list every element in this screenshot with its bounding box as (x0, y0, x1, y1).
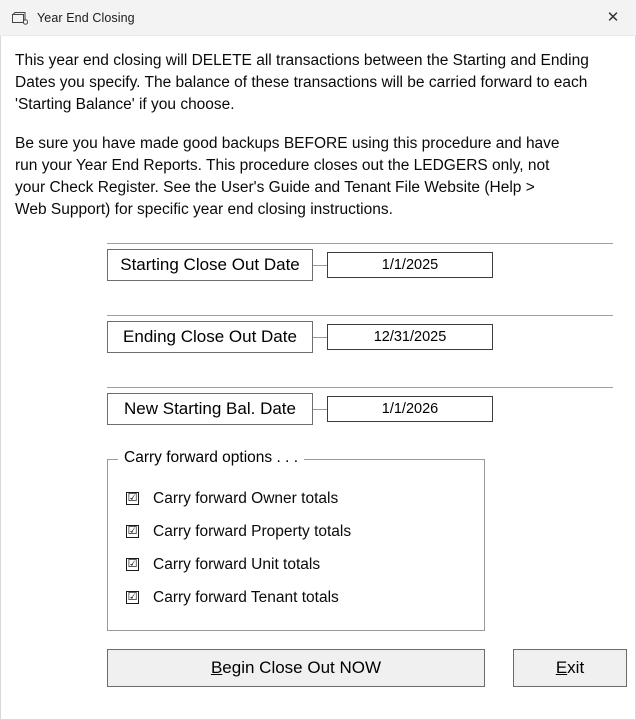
intro-line-2: Dates you specify. The balance of these transactions will be carried forward to each (15, 74, 588, 91)
label-field-connector (313, 409, 327, 410)
checkbox-owner-totals[interactable]: ☑ (127, 492, 138, 504)
new-starting-balance-date-input[interactable] (327, 396, 493, 422)
window-app-icon (11, 9, 29, 27)
carry-forward-options-group (107, 449, 485, 631)
starting-close-out-date-row (107, 243, 635, 287)
new-starting-balance-date-row (107, 387, 635, 431)
date-row-divider (107, 315, 613, 316)
ending-close-out-date-input[interactable] (327, 324, 493, 350)
begin-button-accel: B (210, 658, 223, 677)
intro-line-3: 'Starting Balance' if you choose. (15, 96, 235, 113)
warning-line-4: Web Support) for specific year end closing instructions. (15, 201, 393, 218)
dialog-body (0, 36, 636, 720)
exit-button-label: xit (567, 658, 585, 677)
date-row-divider (107, 387, 613, 388)
checkbox-row-unit-totals[interactable] (108, 548, 484, 581)
close-icon[interactable]: ✕ (606, 9, 620, 26)
exit-button[interactable] (513, 649, 627, 687)
date-row-divider (107, 243, 613, 244)
begin-button-label: egin Close Out NOW (222, 658, 382, 677)
starting-close-out-date-input[interactable] (327, 252, 493, 278)
checkbox-property-totals[interactable]: ☑ (127, 525, 138, 537)
checkbox-unit-totals[interactable]: ☑ (127, 558, 138, 570)
begin-close-out-button[interactable] (107, 649, 485, 687)
intro-text-block (1, 36, 635, 221)
checkbox-tenant-totals[interactable]: ☑ (127, 591, 138, 603)
checkbox-row-owner-totals[interactable] (108, 482, 484, 515)
checkbox-label-property-totals: Carry forward Property totals (153, 522, 352, 540)
intro-line-1: This year end closing will DELETE all transactions between the Starting and Ending (15, 52, 589, 69)
checkbox-row-property-totals[interactable] (108, 515, 484, 548)
dialog-button-bar (107, 649, 635, 687)
checkbox-row-tenant-totals[interactable] (108, 581, 484, 614)
checkbox-label-tenant-totals: Carry forward Tenant totals (153, 588, 339, 606)
warning-line-3: your Check Register. See the User's Guide and Tenant File Website (Help > (15, 179, 535, 196)
carry-forward-options-title: Carry forward options . . . (118, 449, 304, 467)
checkbox-label-owner-totals: Carry forward Owner totals (153, 489, 339, 507)
label-field-connector (313, 337, 327, 338)
warning-line-2: run your Year End Reports. This procedure closes out the LEDGERS only, not (15, 157, 550, 174)
ending-close-out-date-label: Ending Close Out Date (107, 321, 313, 353)
checkbox-label-unit-totals: Carry forward Unit totals (153, 555, 321, 573)
exit-button-accel: E (555, 658, 568, 677)
ending-close-out-date-row (107, 315, 635, 359)
new-starting-balance-date-label: New Starting Bal. Date (107, 393, 313, 425)
warning-line-1: Be sure you have made good backups BEFORE using this procedure and have (15, 135, 560, 152)
window-title: Year End Closing (37, 10, 135, 25)
paragraph-spacer (15, 116, 621, 133)
date-fields-section (1, 243, 635, 431)
label-field-connector (313, 265, 327, 266)
title-bar (0, 0, 636, 36)
starting-close-out-date-label: Starting Close Out Date (107, 249, 313, 281)
